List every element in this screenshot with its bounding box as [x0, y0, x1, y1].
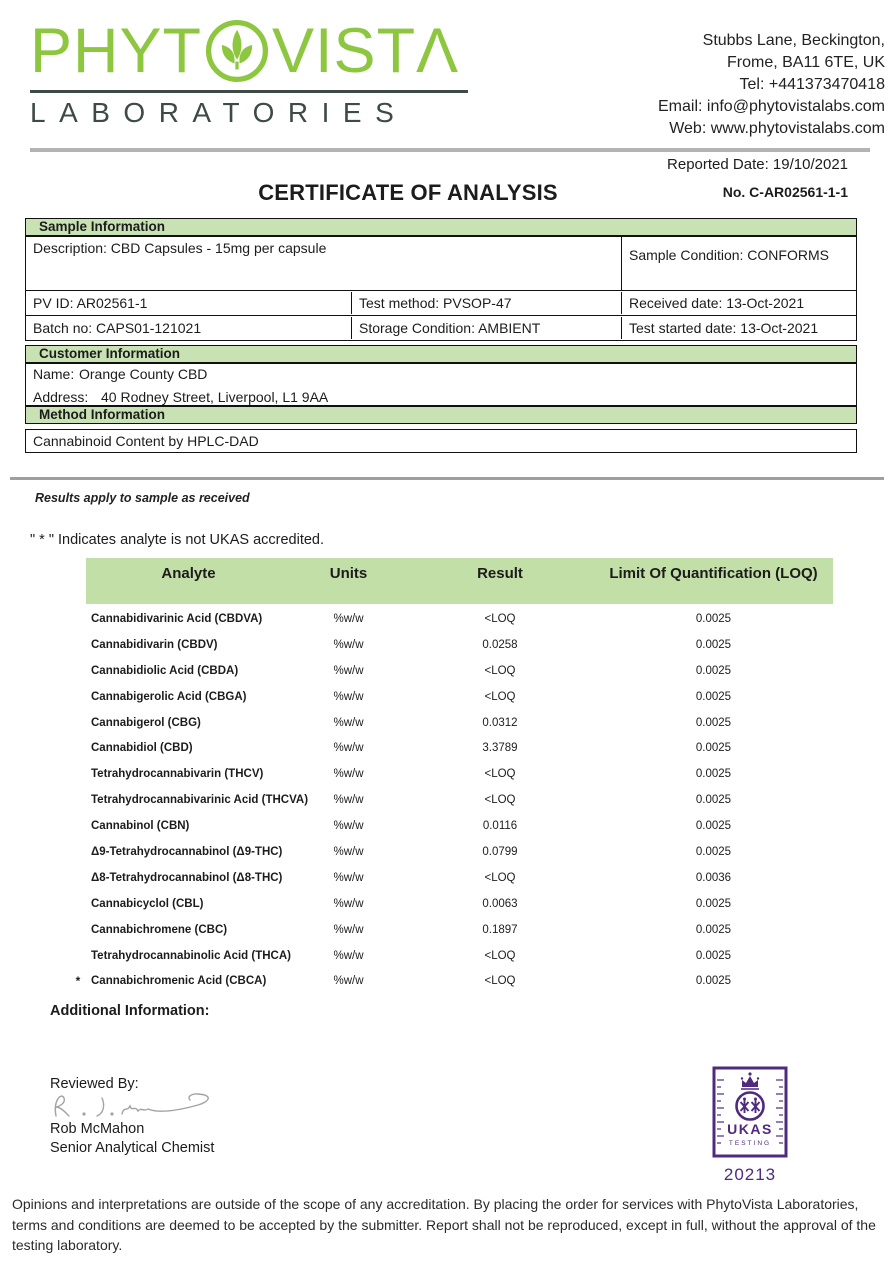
brand-wordmark	[30, 15, 472, 86]
loq-value: 0.0025	[695, 923, 732, 936]
result-value: <LOQ	[484, 664, 516, 677]
table-row	[26, 315, 856, 340]
contact-address-line1: Stubbs Lane, Beckington,	[702, 32, 885, 49]
loq-value: 0.0025	[695, 845, 732, 858]
result-value: <LOQ	[484, 768, 516, 781]
customer-name-value: Orange County CBD	[79, 365, 208, 382]
analyte-asterisk: *	[75, 974, 81, 989]
result-value: 0.1897	[482, 923, 518, 936]
units-value: %w/w	[333, 871, 364, 884]
result-value: <LOQ	[484, 871, 516, 884]
ukas-crown-icon	[741, 1072, 759, 1089]
column-header-units: Units	[329, 565, 368, 582]
column-header-loq: Limit Of Quantification (LOQ)	[609, 565, 818, 582]
units-value: %w/w	[333, 897, 364, 910]
contact-email: Email: info@phytovistalabs.com	[658, 98, 885, 115]
column-header-analyte: Analyte	[161, 565, 216, 582]
table-row	[86, 606, 833, 632]
loq-value: 0.0025	[695, 612, 732, 625]
loq-value: 0.0025	[695, 794, 732, 807]
pv-id: PV ID: AR02561-1	[33, 294, 148, 311]
company-logo	[30, 15, 472, 129]
units-value: %w/w	[333, 690, 364, 703]
units-value: %w/w	[333, 664, 364, 677]
analyte-name: Cannabichromenic Acid (CBCA)	[91, 975, 267, 988]
analyte-name: Cannabigerol (CBG)	[91, 716, 201, 729]
batch-no: Batch no: CAPS01-121021	[33, 319, 202, 336]
analyte-name: Tetrahydrocannabivarinic Acid (THCVA)	[91, 794, 309, 807]
result-value: 0.0063	[482, 897, 518, 910]
result-value: <LOQ	[484, 975, 516, 988]
units-value: %w/w	[333, 949, 364, 962]
loq-value: 0.0025	[695, 820, 732, 833]
result-value: <LOQ	[484, 949, 516, 962]
table-row	[86, 865, 833, 891]
additional-info-label: Additional Information:	[50, 1003, 210, 1019]
units-value: %w/w	[333, 975, 364, 988]
table-row	[86, 813, 833, 839]
loq-value: 0.0025	[695, 768, 732, 781]
loq-value: 0.0025	[695, 716, 732, 729]
analyte-name: Cannabidivarin (CBDV)	[91, 638, 218, 651]
loq-value: 0.0025	[695, 742, 732, 755]
ukas-type-text: TESTING	[728, 1140, 772, 1147]
reviewed-by-label: Reviewed By:	[50, 1076, 139, 1092]
storage-condition: Storage Condition: AMBIENT	[351, 317, 621, 339]
sample-condition: Sample Condition: CONFORMS	[621, 237, 856, 290]
test-method: Test method: PVSOP-47	[351, 292, 621, 314]
logo-divider	[30, 90, 468, 93]
reviewer-name: Rob McMahon	[50, 1121, 145, 1137]
table-row	[86, 710, 833, 736]
sample-info-header: Sample Information	[25, 218, 857, 236]
results-note: Results apply to sample as received	[35, 491, 250, 505]
customer-address-row	[26, 387, 856, 405]
units-value: %w/w	[333, 820, 364, 833]
analyte-name: Δ9-Tetrahydrocannabinol (Δ9-THC)	[91, 845, 283, 858]
method-name: Cannabinoid Content by HPLC-DAD	[33, 433, 259, 449]
loq-value: 0.0036	[695, 871, 732, 884]
loq-value: 0.0025	[695, 897, 732, 910]
signature-icon	[48, 1087, 220, 1121]
customer-address-value: 40 Rodney Street, Liverpool, L1 9AA	[101, 388, 329, 405]
method-info-box	[25, 429, 857, 453]
analyte-name: Cannabidivarinic Acid (CBDVA)	[91, 612, 263, 625]
loq-value: 0.0025	[695, 690, 732, 703]
table-row	[86, 917, 833, 943]
customer-name-row	[26, 364, 856, 382]
section-divider	[10, 477, 884, 480]
results-table	[75, 558, 833, 994]
leaf-o-icon	[204, 18, 270, 84]
analyte-name: Cannabinol (CBN)	[91, 820, 190, 833]
units-value: %w/w	[333, 845, 364, 858]
table-row	[86, 735, 833, 761]
analyte-name: Cannabigerolic Acid (CBGA)	[91, 690, 247, 703]
analyte-name: Cannabichromene (CBC)	[91, 923, 228, 936]
sample-info-table	[25, 236, 857, 341]
units-value: %w/w	[333, 716, 364, 729]
result-value: <LOQ	[484, 794, 516, 807]
table-row	[26, 290, 856, 315]
customer-name-label: Name:	[33, 365, 75, 382]
units-value: %w/w	[333, 742, 364, 755]
ukas-figures-icon	[741, 1098, 760, 1114]
brand-text-left: PHYT	[30, 15, 203, 86]
units-value: %w/w	[333, 794, 364, 807]
brand-text-right: VISTΛ	[272, 15, 460, 86]
contact-tel: Tel: +441373470418	[739, 76, 885, 93]
table-row	[86, 761, 833, 787]
loq-value: 0.0025	[695, 638, 732, 651]
result-value: 3.3789	[482, 742, 518, 755]
certificate-number: No. C-AR02561-1-1	[722, 184, 848, 200]
ukas-number: 20213	[723, 1165, 777, 1184]
method-info-header: Method Information	[25, 406, 857, 424]
results-table-body	[75, 604, 833, 994]
analyte-name: Tetrahydrocannabivarin (THCV)	[91, 768, 264, 781]
table-row	[86, 632, 833, 658]
table-row	[86, 787, 833, 813]
units-value: %w/w	[333, 768, 364, 781]
ukas-logo-icon	[711, 1066, 789, 1158]
loq-value: 0.0025	[695, 975, 732, 988]
received-date: Received date: 13-Oct-2021	[621, 292, 856, 314]
ukas-accreditation-mark	[711, 1066, 789, 1185]
analyte-name: Cannabidiolic Acid (CBDA)	[91, 664, 239, 677]
result-value: 0.0258	[482, 638, 518, 651]
table-row	[86, 658, 833, 684]
customer-address-label: Address:	[33, 388, 89, 405]
results-table-header	[86, 558, 833, 604]
customer-info-box	[25, 363, 857, 406]
units-value: %w/w	[333, 923, 364, 936]
sample-description: Description: CBD Capsules - 15mg per capsule	[33, 239, 327, 256]
units-value: %w/w	[333, 612, 364, 625]
contact-web: Web: www.phytovistalabs.com	[669, 120, 885, 137]
analyte-name: Tetrahydrocannabinolic Acid (THCA)	[91, 949, 291, 962]
table-row	[26, 237, 856, 290]
page-title: CERTIFICATE OF ANALYSIS	[258, 180, 558, 205]
test-started-date: Test started date: 13-Oct-2021	[621, 317, 856, 339]
table-row	[86, 943, 833, 969]
units-value: %w/w	[333, 638, 364, 651]
table-row	[86, 839, 833, 865]
loq-value: 0.0025	[695, 664, 732, 677]
disclaimer-text: Opinions and interpretations are outside of the scope of any accreditation. By placing the order for services with PhytoVista Laboratories, terms and conditions are deemed to be accepted by the submitter. Report shall not be reproduced, except in full, without the approval of the testing laboratory.	[12, 1196, 876, 1253]
header-divider	[30, 148, 870, 152]
result-value: <LOQ	[484, 612, 516, 625]
reviewer-title: Senior Analytical Chemist	[50, 1140, 215, 1156]
loq-value: 0.0025	[695, 949, 732, 962]
customer-info-header: Customer Information	[25, 345, 857, 363]
result-value: 0.0116	[482, 820, 518, 833]
result-value: 0.0799	[482, 845, 518, 858]
result-value: 0.0312	[482, 716, 518, 729]
analyte-name: Δ8-Tetrahydrocannabinol (Δ8-THC)	[91, 871, 283, 884]
analyte-name: Cannabidiol (CBD)	[91, 742, 193, 755]
reported-date: Reported Date: 19/10/2021	[667, 156, 848, 173]
table-row	[86, 684, 833, 710]
table-row	[86, 891, 833, 917]
column-header-result: Result	[477, 565, 523, 582]
brand-subtext: LABORATORIES	[30, 97, 408, 128]
accreditation-note: " * " Indicates analyte is not UKAS accredited.	[30, 532, 325, 548]
lab-contact-block	[658, 30, 885, 140]
contact-address-line2: Frome, BA11 6TE, UK	[727, 54, 885, 71]
ukas-name-text: UKAS	[727, 1121, 773, 1137]
analyte-name: Cannabicyclol (CBL)	[91, 897, 204, 910]
table-row	[75, 968, 833, 994]
result-value: <LOQ	[484, 690, 516, 703]
